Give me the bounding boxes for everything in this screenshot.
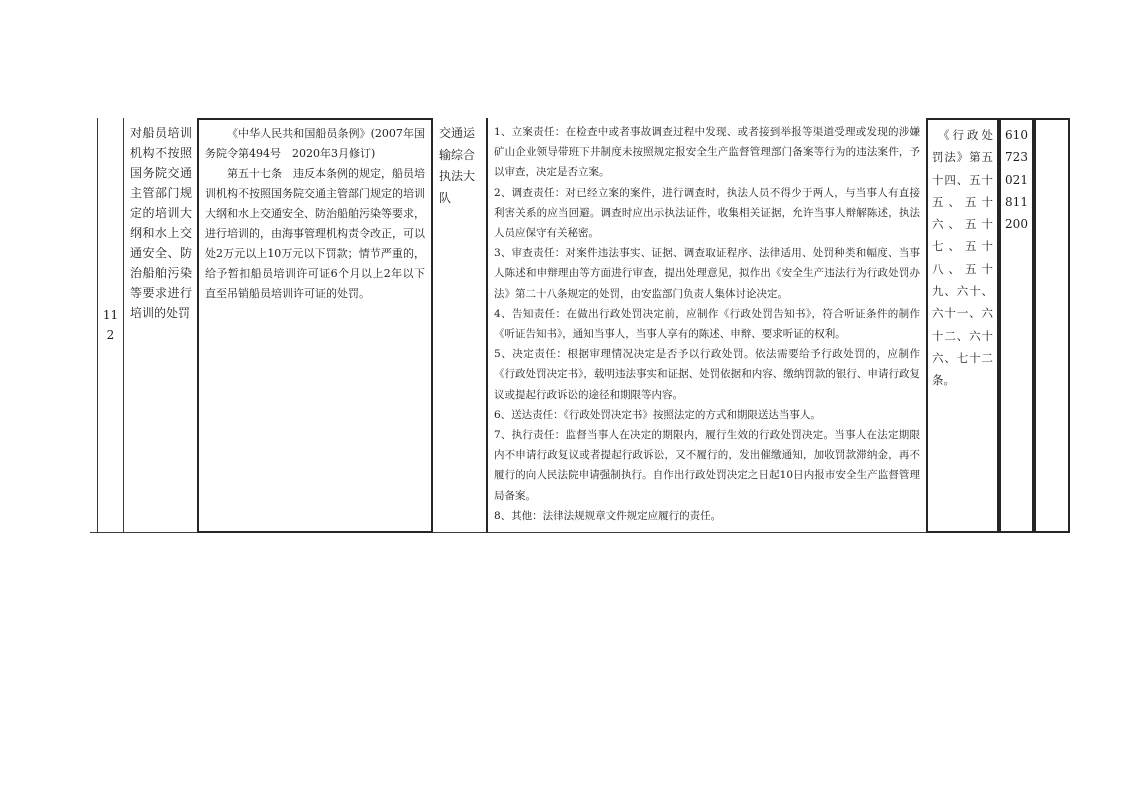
legal-reference: 《行政处罚法》第五十四、五十五、五十六、五十七、五十八、五十九、六十、六十一、六十二、六十六、七十二条。 [932, 128, 993, 388]
code-cell [999, 118, 1034, 533]
responsibility-item-3: 3、审查责任：对案件违法事实、证据、调查取证程序、法律适用、处罚种类和幅度、当事人陈述和申辩理由等方面进行审查，提出处理意见，拟作出《安全生产违法行为行政处罚办法》第二十八条规定的处罚，由安监部门负责人集体讨论决定。 [494, 247, 920, 300]
responsibility-item-2: 2、调查责任：对已经立案的案件，进行调查时，执法人员不得少于两人，与当事人有直接利害关系的应当回避。调查时应出示执法证件，收集相关证据，允许当事人辩解陈述，执法人员应保守有关秘密。 [494, 186, 920, 240]
legal-basis-title: 《中华人民共和国船员条例》(2007年国务院令第494号 2020年3月修订) [205, 127, 425, 160]
responsibility-item-8: 8、其他：法律法规规章文件规定应履行的责任。 [494, 509, 722, 522]
responsibility-item-7: 7、执行责任：监督当事人在决定的期限内，履行生效的行政处罚决定。当事人在法定期限内不申请行政复议或者提起行政诉讼，又不履行的，发出催缴通知，加收罚款滞纳金，再不履行的向人民法院申请强制执行。自作出行政处罚决定之日起10日内报市安全生产监督管理局备案。 [494, 429, 920, 502]
enforcement-unit: 交通运输综合执法大队 [439, 126, 476, 205]
row-number-cell [97, 118, 123, 533]
penalty-item-name: 对船员培训机构不按照国务院交通主管部门规定的培训大纲和水上交通安全、防治船舶污染等要求进行培训的处罚 [130, 126, 192, 320]
responsibility-item-1: 1、立案责任：在检查中或者事故调查过程中发现、或者接到举报等渠道受理或发现的涉嫌矿山企业领导带班下井制度未按照规定报安全生产监督管理部门备案等行为的违法案件，予以审查，决定是否立案。 [494, 126, 920, 179]
code-line-5: 200 [1005, 217, 1028, 232]
responsibility-item-6: 6、送达责任：《行政处罚决定书》按照法定的方式和期限送达当事人。 [494, 408, 821, 421]
enforcement-unit-cell [433, 118, 486, 533]
remarks-cell-empty [1034, 118, 1070, 533]
code-line-3: 021 [1005, 172, 1028, 187]
legal-basis-article: 第五十七条 违反本条例的规定，船员培训机构不按照国务院交通主管部门规定的培训大纲和水上交通安全、防治船舶污染等要求，进行培训的，由海事管理机构责令改正，可以处2万元以上10万元以下罚款；情节严重的，给予暂扣船员培训许可证6个月以上2年以下直至吊销船员培训许可证的处罚。 [205, 167, 425, 300]
row-number-line-1: 11 [102, 308, 119, 322]
penalty-item-name-cell [123, 118, 197, 533]
row-number-line-2: 2 [106, 328, 115, 342]
legal-reference-cell [926, 118, 999, 533]
responsibility-item-4: 4、告知责任：在做出行政处罚决定前，应制作《行政处罚告知书》，符合听证条件的制作《听证告知书》，通知当事人，当事人享有的陈述、申辩、要求听证的权利。 [494, 307, 920, 341]
table-bottom-rule-stub [90, 532, 98, 533]
code-line-2: 723 [1005, 150, 1028, 165]
legal-basis-cell [197, 118, 433, 533]
responsibility-item-5: 5、决定责任：根据审理情况决定是否予以行政处罚。依法需要给予行政处罚的，应制作《行政处罚决定书》，载明违法事实和证据、处罚依据和内容、缴纳罚款的银行、申请行政复议或提起行政诉讼的途径和期限等内容。 [494, 348, 920, 401]
code-line-1: 610 [1005, 128, 1028, 142]
code-line-4: 811 [1005, 194, 1028, 209]
responsibilities-cell [486, 118, 926, 533]
